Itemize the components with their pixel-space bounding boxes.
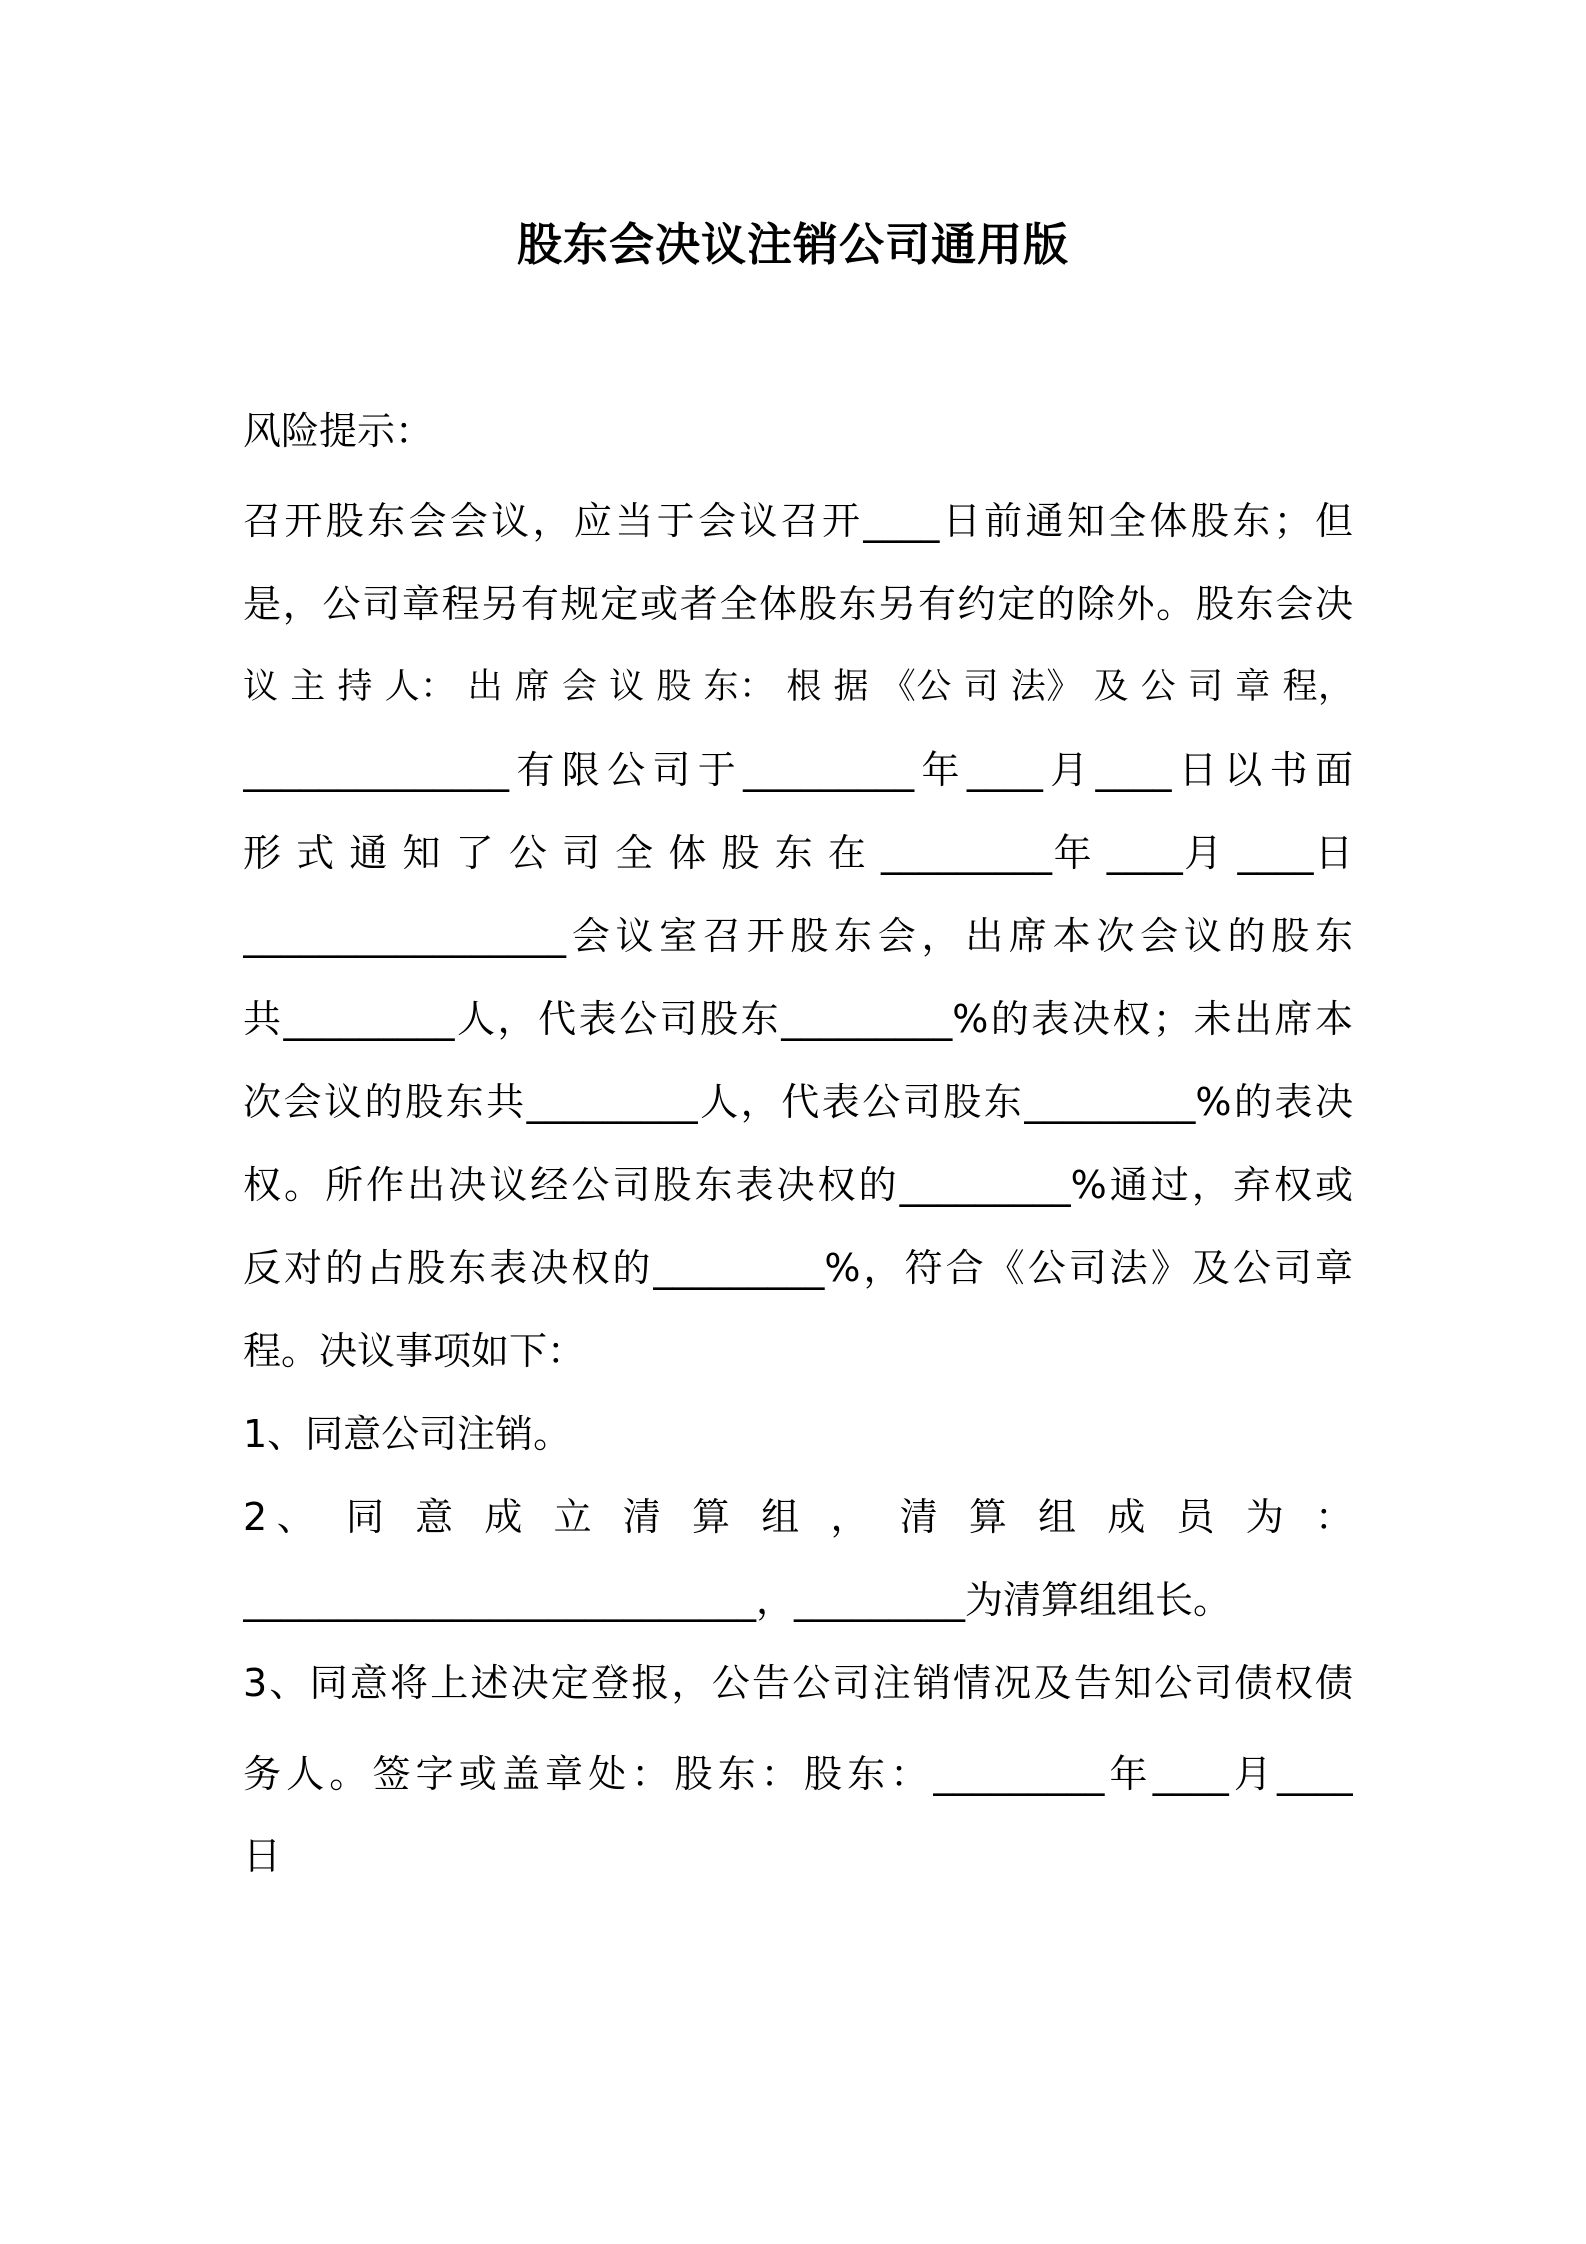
body-line: 反对的占股东表决权的_________%，符合《公司法》及公司章	[243, 1246, 1353, 1290]
body-line: ______________有限公司于_________年____月____日以书面	[243, 748, 1353, 792]
body-line: _________________会议室召开股东会，出席本次会议的股东	[243, 914, 1353, 958]
document-title: 股东会决议注销公司通用版	[516, 218, 1069, 271]
body-line: 程。决议事项如下：	[243, 1329, 586, 1373]
resolution-item-2: 2、 同 意 成 立 清 算 组 ， 清 算 组 成 员 为 ：	[243, 1495, 1353, 1539]
body-line: 议 主 持 人： 出 席 会 议 股 东： 根 据 《公 司 法》 及 公 司 章 程，	[243, 667, 1353, 707]
signature-date-day: 日	[243, 1834, 282, 1878]
body-line: 是，公司章程另有规定或者全体股东另有约定的除外。股东会决	[243, 582, 1353, 626]
resolution-item-3: 3、同意将上述决定登报，公告公司注销情况及告知公司债权债	[243, 1661, 1353, 1705]
body-line: ___________________________，_________为清算组组长。	[243, 1578, 1232, 1622]
body-line: 权。所作出决议经公司股东表决权的_________%通过，弃权或	[243, 1163, 1353, 1207]
resolution-item-1: 1、同意公司注销。	[243, 1412, 572, 1456]
signature-line: 务人。签字或盖章处：股东：股东：_________年____月____	[243, 1752, 1353, 1796]
body-line: 形 式 通 知 了 公 司 全 体 股 东 在 _________年 ____月 ____日	[243, 831, 1353, 875]
body-line: 共_________人，代表公司股东_________%的表决权；未出席本	[243, 997, 1353, 1041]
body-line: 次会议的股东共_________人，代表公司股东_________%的表决	[243, 1080, 1353, 1124]
body-line: 召开股东会会议，应当于会议召开____日前通知全体股东；但	[243, 499, 1353, 543]
risk-notice-heading: 风险提示：	[243, 409, 434, 453]
